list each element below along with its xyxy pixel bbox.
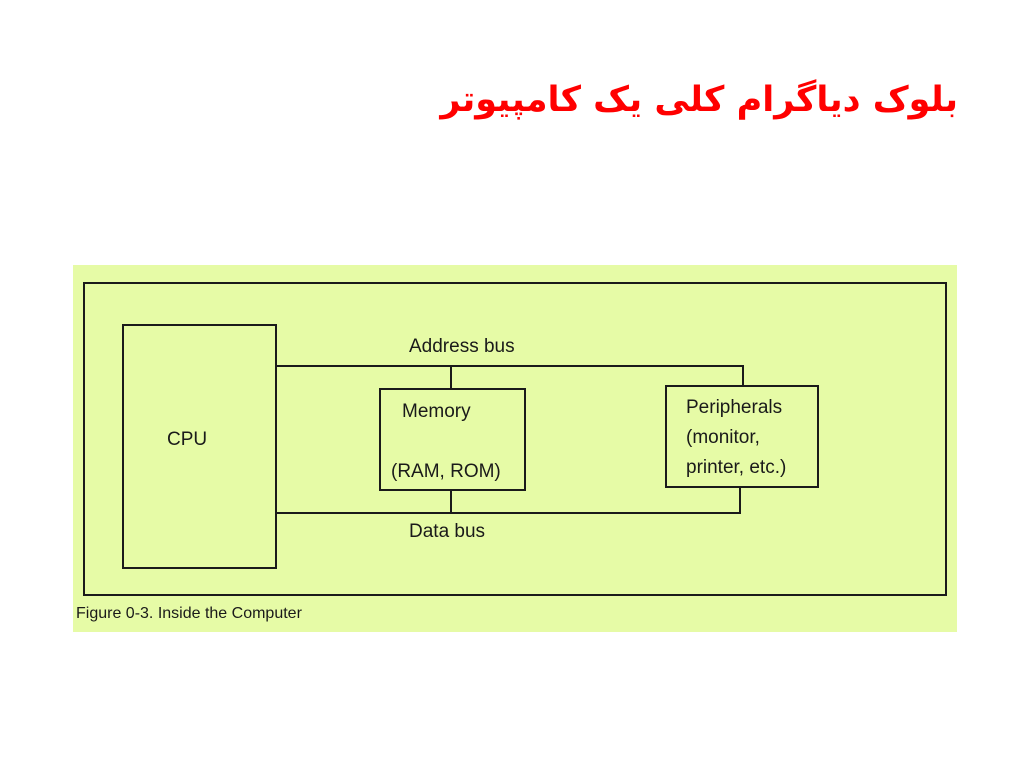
peripherals-line-1: Peripherals — [686, 397, 783, 418]
memory-label: Memory — [402, 401, 471, 422]
data-bus-label: Data bus — [409, 521, 486, 542]
slide-title: بلوک دیاگرام کلی یک کامپیوتر — [440, 80, 958, 120]
peripherals-line-2: (monitor, — [686, 427, 760, 448]
address-bus-label: Address bus — [409, 336, 515, 357]
peripherals-line-3: printer, etc.) — [686, 457, 787, 478]
memory-sublabel: (RAM, ROM) — [391, 461, 501, 482]
computer-block-diagram — [73, 265, 957, 632]
diagram-frame — [84, 283, 946, 595]
figure-caption: Figure 0-3. Inside the Computer — [76, 605, 302, 622]
cpu-label: CPU — [167, 429, 208, 450]
figure-panel — [73, 265, 957, 632]
address-bus-line — [276, 366, 743, 386]
